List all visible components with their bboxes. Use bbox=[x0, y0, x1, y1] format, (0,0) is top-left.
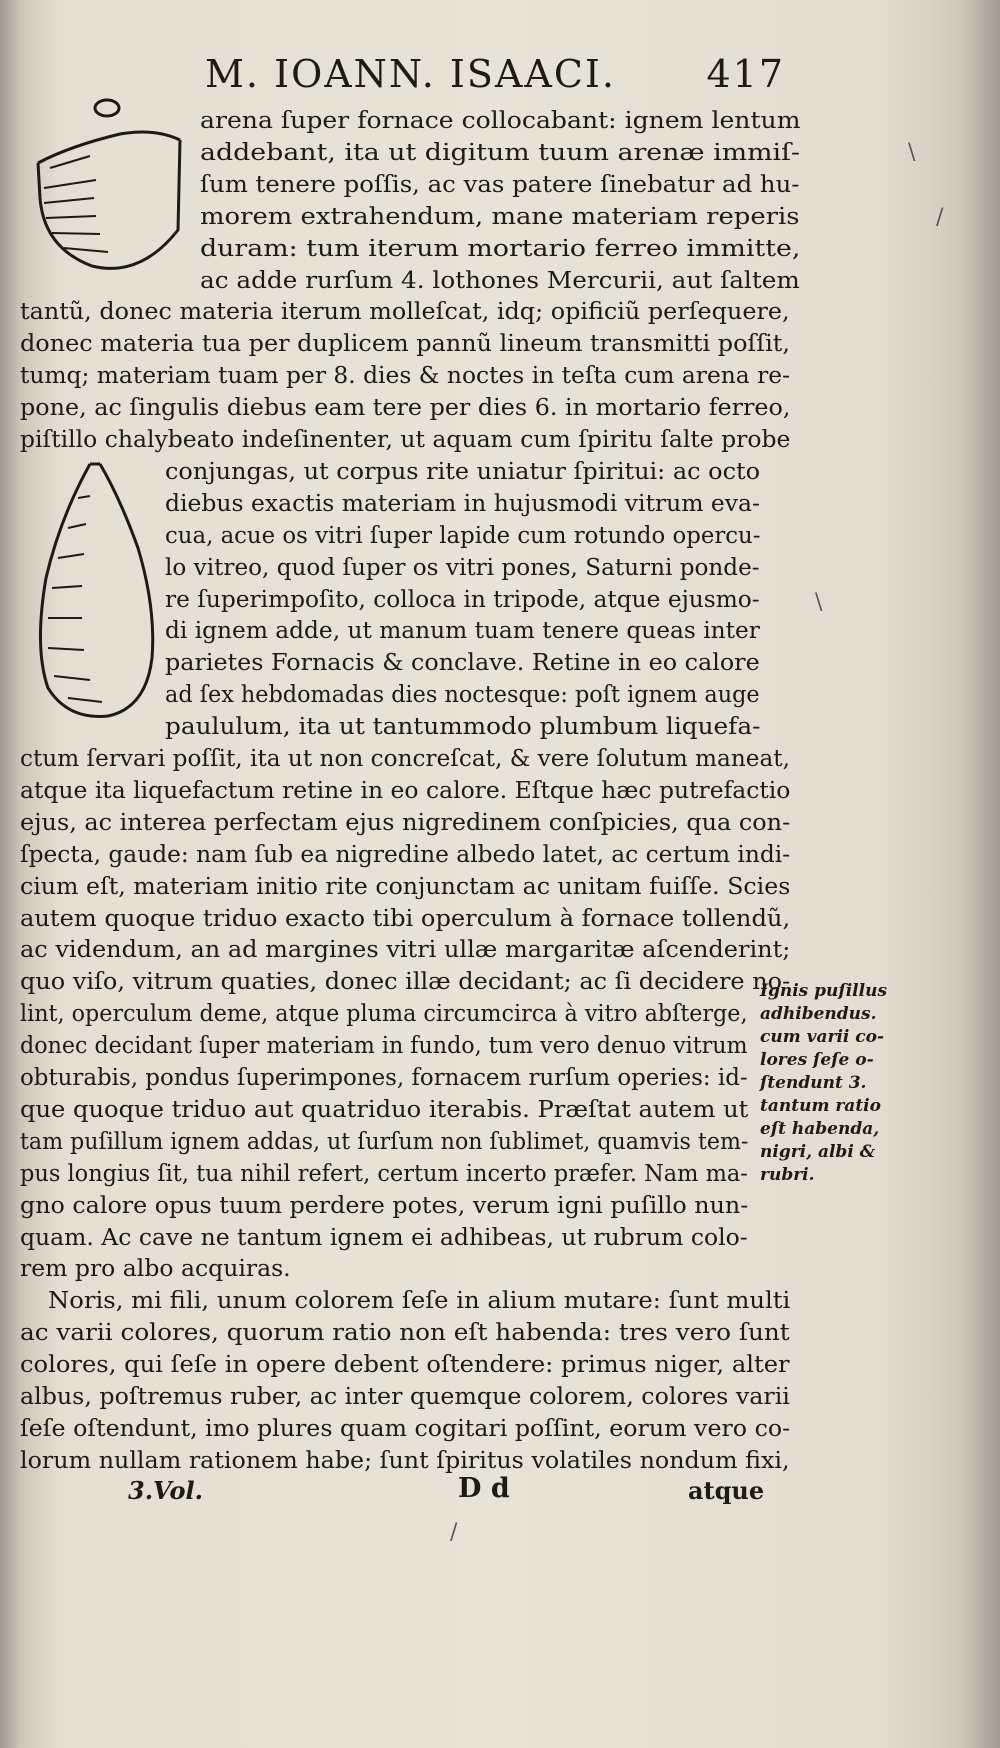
text-line: di ignem adde, ut manum tuam tenere queas inter bbox=[165, 616, 760, 645]
text-line: pone, ac ſingulis diebus eam tere per dies 6. in mortario ferreo, bbox=[20, 393, 791, 422]
text-line: colores, qui ſeſe in opere debent oſtendere: primus niger, alter bbox=[20, 1350, 790, 1379]
round-vessel-illustration bbox=[30, 98, 200, 278]
marginal-note bbox=[760, 980, 920, 1187]
text-line: ad ſex hebdomadas dies noctesque: poſt ignem auge bbox=[165, 680, 760, 709]
page-footer bbox=[128, 1473, 768, 1510]
text-line: lorum nullam rationem habe; ſunt ſpiritus volatiles nondum fixi, bbox=[20, 1445, 790, 1474]
text-line: paululum, ita ut tantummodo plumbum liquefa- bbox=[165, 712, 761, 741]
text-line: cium eſt, materiam initio rite conjunctam ac unitam fuiſſe. Scies bbox=[20, 871, 791, 900]
text-line: atque ita liquefactum retine in eo calore. Eſtque hæc putrefactio bbox=[20, 775, 791, 804]
text-line: duram: tum iterum mortario ferreo immitte, bbox=[200, 233, 801, 262]
text-line: ejus, ac interea perfectam ejus nigredinem conſpicies, qua con- bbox=[20, 807, 791, 836]
text-line: re ſuperimpoſito, colloca in tripode, atque ejusmo- bbox=[165, 584, 760, 613]
text-line: ac adde rurſum 4. lothones Mercurii, aut ſaltem bbox=[200, 265, 800, 294]
stray-mark: / bbox=[450, 1520, 458, 1545]
gathering-signature: D d bbox=[458, 1473, 510, 1504]
text-line: rem pro albo acquiras. bbox=[20, 1254, 291, 1283]
marginal-note-line: tantum ratio bbox=[760, 1096, 881, 1116]
text-line: obturabis, pondus ſuperimpones, fornacem rurſum operies: id- bbox=[20, 1063, 748, 1091]
volume-signature: 3.Vol. bbox=[128, 1476, 203, 1505]
text-line: addebant, ita ut digitum tuum arenæ immiſ- bbox=[200, 137, 801, 166]
text-line: diebus exactis materiam in hujusmodi vitrum eva- bbox=[165, 488, 760, 517]
text-line: ſpecta, gaude: nam ſub ea nigredine albedo latet, ac certum indi- bbox=[20, 839, 791, 868]
text-line: donec materia tua per duplicem pannũ lineum transmitti poſſit, bbox=[20, 329, 791, 358]
text-line: ac videndum, an ad margines vitri ullæ margaritæ aſcenderint; bbox=[20, 935, 791, 964]
text-line: conjungas, ut corpus rite uniatur ſpiritui: ac octo bbox=[165, 456, 761, 485]
text-line: gno calore opus tuum perdere potes, verum igni puſillo nun- bbox=[20, 1190, 749, 1219]
running-title: M. IOANN. ISAACI. bbox=[205, 52, 616, 96]
stray-mark: \ bbox=[908, 140, 916, 165]
text-line: morem extrahendum, mane materiam reperis bbox=[200, 201, 800, 230]
text-line: autem quoque triduo exacto tibi operculum à fornace tollendũ, bbox=[20, 903, 791, 932]
text-line: cua, acue os vitri ſuper lapide cum rotundo opercu- bbox=[165, 520, 761, 549]
marginal-note-line: lores ſeſe o- bbox=[760, 1050, 874, 1070]
marginal-note-line: ſtendunt 3. bbox=[760, 1073, 867, 1093]
marginal-note-line: eſt habenda, bbox=[760, 1119, 880, 1139]
text-line: quam. Ac cave ne tantum ignem ei adhibeas, ut rubrum colo- bbox=[20, 1222, 748, 1251]
page-number: 417 bbox=[706, 52, 785, 96]
text-line: ac varii colores, quorum ratio non eſt habenda: tres vero ſunt bbox=[20, 1318, 790, 1347]
text-line: lo vitreo, quod ſuper os vitri pones, Saturni ponde- bbox=[165, 552, 760, 581]
text-line: tantũ, donec materia iterum molleſcat, idq; opificiũ perſequere, bbox=[20, 297, 790, 326]
stray-mark: / bbox=[936, 205, 944, 230]
text-line: ctum ſervari poſſit, ita ut non concreſcat, & vere ſolutum maneat, bbox=[20, 744, 790, 772]
marginal-note-line: cum varii co- bbox=[760, 1027, 885, 1047]
stray-mark: \ bbox=[815, 590, 823, 615]
text-line: tumq; materiam tuam per 8. dies & noctes in teſta cum arena re- bbox=[20, 361, 791, 390]
text-line: piſtillo chalybeato indeſinenter, ut aquam cum ſpiritu ſalte probe bbox=[20, 425, 791, 453]
catchword: atque bbox=[688, 1476, 765, 1505]
text-line: pus longius ſit, tua nihil refert, certum incerto præfer. Nam ma- bbox=[20, 1158, 748, 1187]
text-line: quo viſo, vitrum quaties, donec illæ decidant; ac ſi decidere no- bbox=[20, 967, 791, 996]
marginal-note-line: adhibendus. bbox=[760, 1004, 877, 1024]
text-line: donec decidant ſuper materiam in fundo, tum vero denuo vitrum bbox=[20, 1031, 748, 1060]
text-line: albus, poſtremus ruber, ac inter quemque colorem, colores varii bbox=[20, 1382, 790, 1410]
marginal-note-line: nigri, albi & bbox=[760, 1142, 876, 1162]
text-line: ſum tenere poſſis, ac vas patere ſinebatur ad hu- bbox=[200, 169, 800, 198]
text-line: que quoque triduo aut quatriduo iterabis. Præſtat autem ut bbox=[20, 1094, 749, 1123]
text-line: parietes Fornacis & conclave. Retine in eo calore bbox=[165, 648, 760, 677]
text-line: ſeſe oſtendunt, imo plures quam cogitari poſſint, eorum vero co- bbox=[20, 1413, 791, 1442]
marginal-note-line: rubri. bbox=[760, 1165, 815, 1185]
text-line: Noris, mi fili, unum colorem ſeſe in alium mutare: ſunt multi bbox=[48, 1286, 791, 1315]
egg-vessel-illustration bbox=[28, 458, 168, 728]
text-line: lint, operculum deme, atque pluma circumcirca à vitro abſterge, bbox=[20, 999, 748, 1028]
running-head bbox=[205, 48, 785, 100]
text-line: arena ſuper fornace collocabant: ignem lentum bbox=[200, 106, 801, 134]
marginal-note-line: Ignis puſillus bbox=[760, 981, 888, 1001]
text-line: tam puſillum ignem addas, ut ſurſum non ſublimet, quamvis tem- bbox=[20, 1126, 749, 1155]
